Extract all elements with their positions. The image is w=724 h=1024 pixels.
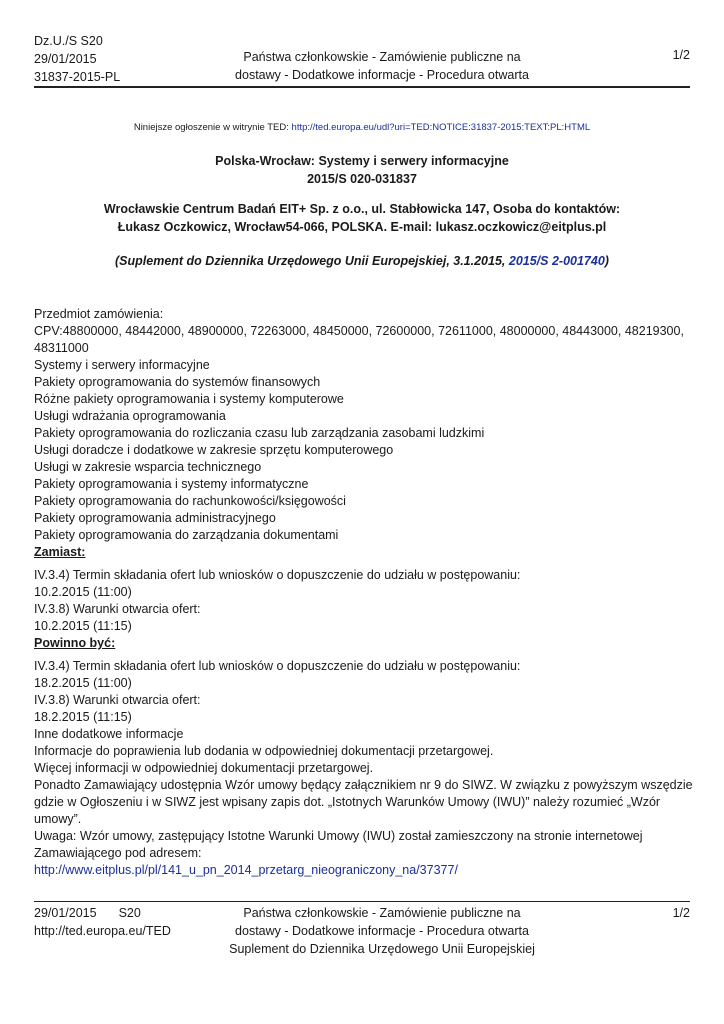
footer-code: S20 <box>118 906 141 920</box>
should-be-heading: Powinno być: <box>34 636 116 650</box>
instead-line: IV.3.8) Warunki otwarcia ofert: <box>34 602 201 616</box>
ted-notice-link[interactable]: http://ted.europa.eu/udl?uri=TED:NOTICE:31837-2015:TEXT:PL:HTML <box>291 122 591 133</box>
list-item: Usługi w zakresie wsparcia technicznego <box>34 460 262 474</box>
cpv-codes-line-2: 48311000 <box>34 341 89 355</box>
instead-heading: Zamiast: <box>34 545 86 559</box>
should-be-line: Inne dodatkowe informacje <box>34 727 184 741</box>
list-item: Pakiety oprogramowania administracyjnego <box>34 511 276 525</box>
notice-title <box>0 152 724 188</box>
list-item: Różne pakiety oprogramowania i systemy komputerowe <box>34 392 344 406</box>
notice-body <box>34 306 694 879</box>
header-date: 29/01/2015 <box>34 52 97 66</box>
list-item: Pakiety oprogramowania do zarządzania dokumentami <box>34 528 339 542</box>
supplement-prefix: (Suplement do Dziennika Urzędowego Unii Europejskiej, 3.1.2015, <box>115 254 509 268</box>
page-header <box>34 32 690 86</box>
footer-title <box>214 904 550 958</box>
footer-page-number: 1/2 <box>672 906 690 920</box>
header-title-line-2: dostawy - Dodatkowe informacje - Procedura otwarta <box>235 68 529 82</box>
contact-line-2: Łukasz Oczkowicz, Wrocław54-066, POLSKA. E-mail: lukasz.oczkowicz@eitplus.pl <box>117 220 607 234</box>
notice-number: 2015/S 020-031837 <box>307 172 417 186</box>
contact-line-1: Wrocławskie Centrum Badań EIT+ Sp. z o.o., ul. Stabłowicka 147, Osoba do kontaktów: <box>103 202 621 216</box>
additional-info-paragraph-1: Ponadto Zamawiający udostępnia Wzór umowy będący załącznikiem nr 9 do SIWZ. W związku z powyższym wszędzie gdzie w Ogłoszeniu i w SIWZ jest wpisany zapis dot. „Istotnych Warunków Umowy (IWU)” należy rozumieć „Wzór umowy”. <box>34 778 693 826</box>
should-be-line: IV.3.4) Termin składania ofert lub wniosków o dopuszczenie do udziału w postępowaniu: <box>34 659 521 673</box>
list-item: Pakiety oprogramowania do rachunkowości/księgowości <box>34 494 346 508</box>
list-item: Pakiety oprogramowania do rozliczania czasu lub zarządzania zasobami ludzkimi <box>34 426 485 440</box>
additional-info-paragraph-2: Uwaga: Wzór umowy, zastępujący Istotne Warunki Umowy (IWU) został zamieszczony na stronie internetowej Zamawiającego pod adresem: <box>34 829 643 860</box>
should-be-line: Więcej informacji w odpowiedniej dokumentacji przetargowej. <box>34 761 374 775</box>
contracting-authority <box>0 200 724 236</box>
ted-notice-label: Niniejsze ogłoszenie w witrynie TED: <box>133 122 292 133</box>
supplement-reference <box>0 254 724 268</box>
header-meta <box>34 32 120 86</box>
footer-date: 29/01/2015 <box>34 906 97 920</box>
contract-template-link[interactable]: http://www.eitplus.pl/pl/141_u_pn_2014_przetarg_nieograniczony_na/37377/ <box>34 863 458 877</box>
notice-title-line-1: Polska-Wrocław: Systemy i serwery informacyjne <box>215 154 509 168</box>
instead-line: 10.2.2015 (11:00) <box>34 585 132 599</box>
page-footer <box>34 904 690 960</box>
footer-divider <box>34 901 690 902</box>
header-divider <box>34 86 690 88</box>
footer-title-line-1: Państwa członkowskie - Zamówienie publiczne na <box>243 906 521 920</box>
cpv-codes-line-1: CPV:48800000, 48442000, 48900000, 72263000, 48450000, 72600000, 72611000, 48000000, 48443000, 48219300, <box>34 324 684 338</box>
should-be-line: Informacje do poprawienia lub dodania w odpowiedniej dokumentacji przetargowej. <box>34 744 494 758</box>
header-page-number: 1/2 <box>672 48 690 62</box>
footer-meta <box>34 904 171 940</box>
instead-line: 10.2.2015 (11:15) <box>34 619 132 633</box>
list-item: Pakiety oprogramowania i systemy informatyczne <box>34 477 309 491</box>
list-item: Systemy i serwery informacyjne <box>34 358 210 372</box>
doc-ref: Dz.U./S S20 <box>34 34 103 48</box>
supplement-suffix: ) <box>604 254 609 268</box>
subject-label: Przedmiot zamówienia: <box>34 307 164 321</box>
footer-title-line-3: Suplement do Dziennika Urzędowego Unii Europejskiej <box>229 942 535 956</box>
supplement-ref-link[interactable]: 2015/S 2-001740 <box>508 254 605 268</box>
should-be-line: 18.2.2015 (11:00) <box>34 676 132 690</box>
should-be-line: 18.2.2015 (11:15) <box>34 710 132 724</box>
list-item: Pakiety oprogramowania do systemów finansowych <box>34 375 321 389</box>
should-be-line: IV.3.8) Warunki otwarcia ofert: <box>34 693 201 707</box>
list-item: Usługi doradcze i dodatkowe w zakresie sprzętu komputerowego <box>34 443 394 457</box>
notice-id: 31837-2015-PL <box>34 70 121 84</box>
ted-notice <box>0 122 724 133</box>
list-item: Usługi wdrażania oprogramowania <box>34 409 226 423</box>
instead-line: IV.3.4) Termin składania ofert lub wniosków o dopuszczenie do udziału w postępowaniu: <box>34 568 521 582</box>
footer-title-line-2: dostawy - Dodatkowe informacje - Procedura otwarta <box>235 924 529 938</box>
footer-site: http://ted.europa.eu/TED <box>34 924 171 938</box>
header-title <box>234 48 530 84</box>
header-title-line-1: Państwa członkowskie - Zamówienie publiczne na <box>243 50 521 64</box>
